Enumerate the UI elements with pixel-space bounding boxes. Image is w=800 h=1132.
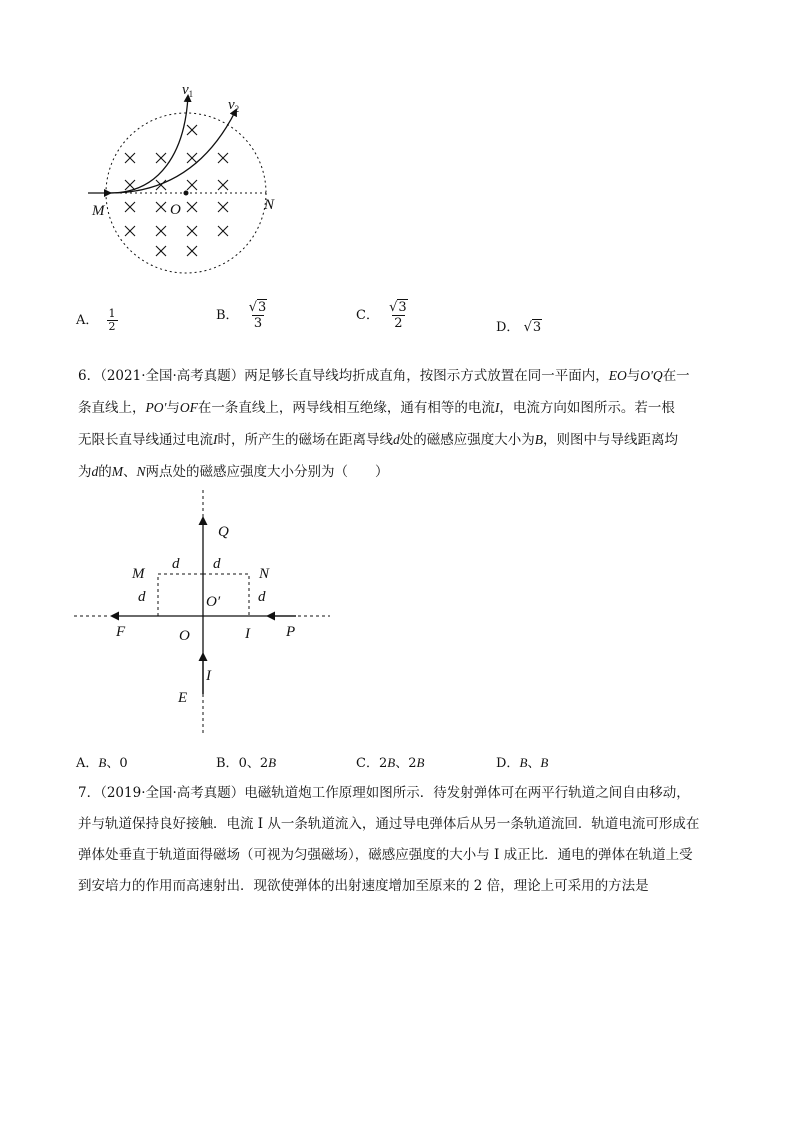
field-cross-mark — [218, 180, 228, 190]
field-cross-mark — [218, 226, 228, 236]
option-letter: D． — [496, 320, 520, 335]
q6-option-d[interactable]: D．B、B — [496, 755, 549, 771]
label-f: F — [116, 624, 126, 640]
question-6-text — [78, 360, 728, 488]
q6-option-c[interactable]: C．2B、2B — [356, 755, 425, 771]
q7-line-4: 到安培力的作用而高速射出．现欲使弹体的出射速度增加至原来的 2 倍，理论上可采用的方法是 — [78, 878, 649, 894]
sqrt-value: 3 — [532, 320, 542, 335]
field-cross-mark — [187, 180, 197, 190]
label-v1: $v_1$ — [182, 82, 194, 99]
figure-q5 — [80, 82, 290, 282]
q6-line-2: 条直线上，PO'与OF在一条直线上，两导线相互绝缘，通有相等的电流I，电流方向如图所示。若一根 — [78, 400, 675, 416]
trajectory-v1 — [110, 96, 188, 193]
field-cross-mark — [187, 226, 197, 236]
label-d-right: d — [258, 589, 266, 605]
label-m: M — [92, 203, 105, 219]
field-cross-mark — [125, 202, 135, 212]
field-cross-mark — [156, 226, 166, 236]
denominator: 2 — [394, 316, 403, 331]
denominator: 3 — [253, 316, 263, 331]
q6-line-4: 为d的M、N两点处的磁感应强度大小分别为（ ） — [78, 464, 389, 480]
q5-option-c[interactable] — [356, 300, 410, 331]
numerator: 1 — [108, 307, 116, 320]
label-i-vertical: I — [206, 668, 211, 684]
label-d-top-left: d — [172, 556, 180, 572]
field-cross-mark — [187, 202, 197, 212]
option-letter: B． — [216, 308, 239, 323]
fraction-sqrt3-over-2 — [387, 300, 410, 331]
dashed-box-m — [158, 574, 203, 616]
label-p: P — [286, 624, 296, 640]
field-cross-mark — [187, 125, 197, 135]
label-o: O — [170, 202, 181, 218]
field-cross-mark — [125, 180, 135, 190]
figure-q6 — [72, 488, 334, 738]
label-o-prime: O′ — [206, 594, 221, 610]
field-cross-mark — [125, 153, 135, 163]
field-cross-mark — [156, 202, 166, 212]
field-cross-mark — [187, 246, 197, 256]
q6-option-a[interactable]: A．B、0 — [76, 755, 128, 771]
field-cross-mark — [125, 226, 135, 236]
label-e: E — [178, 690, 188, 706]
q6-line-3: 无限长直导线通过电流I时，所产生的磁场在距离导线d处的磁感应强度大小为B，则图中与导线距离均 — [78, 432, 678, 448]
q6-line-1: 6．（2021·全国·高考真题）两足够长直导线均折成直角，按图示方式放置在同一平面内，EO与O'Q在一 — [78, 368, 690, 384]
q7-line-3: 弹体处垂直于轨道面得磁场（可视为匀强磁场），磁感应强度的大小与 I 成正比．通电的弹体在轨道上受 — [78, 847, 693, 863]
q5-option-b[interactable] — [216, 300, 269, 331]
numerator: √3 — [389, 300, 407, 315]
fraction-sqrt3-over-3 — [247, 300, 270, 331]
label-n: N — [264, 197, 275, 213]
label-q: Q — [218, 524, 229, 540]
field-cross-mark — [156, 153, 166, 163]
option-letter: A． — [76, 313, 99, 328]
trajectory-v2 — [110, 110, 236, 193]
label-i-horizontal: I — [245, 626, 250, 642]
q6-option-b[interactable]: B．0、2B — [216, 755, 277, 771]
question-7-text — [78, 778, 728, 902]
center-point-o — [184, 191, 189, 196]
label-v2: $v_2$ — [228, 97, 240, 114]
label-o: O — [179, 628, 190, 644]
label-n: N — [259, 566, 270, 582]
q7-line-1: 7．（2019·全国·高考真题）电磁轨道炮工作原理如图所示．待发射弹体可在两平行轨道之间自由移动， — [78, 785, 690, 801]
fraction-one-half — [107, 308, 118, 333]
label-d-top-right: d — [213, 556, 221, 572]
option-letter: C． — [356, 308, 379, 323]
numerator: √3 — [248, 300, 267, 315]
label-m: M — [132, 566, 145, 582]
label-d-left: d — [138, 589, 146, 605]
q5-option-d[interactable] — [496, 316, 542, 335]
q5-option-a[interactable] — [76, 308, 118, 333]
field-cross-mark — [187, 153, 197, 163]
field-cross-mark — [218, 153, 228, 163]
sqrt-sign: √ — [523, 320, 532, 335]
field-cross-mark — [218, 202, 228, 212]
field-cross-mark — [156, 246, 166, 256]
denominator: 2 — [108, 320, 116, 333]
q7-line-2: 并与轨道保持良好接触．电流 I 从一条轨道流入，通过导电弹体后从另一条轨道流回．轨道电流可形成在 — [78, 816, 700, 832]
